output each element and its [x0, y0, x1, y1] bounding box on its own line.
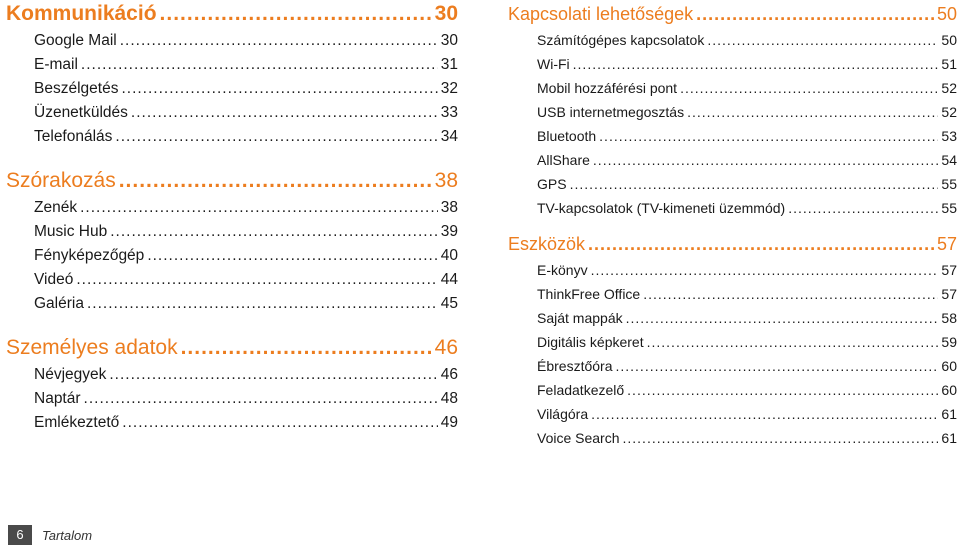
toc-entry-title: Google Mail: [34, 32, 117, 49]
dot-leader: [696, 0, 934, 28]
toc-section-heading[interactable]: [6, 0, 458, 29]
toc-entry-title: Voice Search: [537, 430, 620, 446]
dot-leader: [588, 230, 934, 258]
toc-entry[interactable]: [6, 363, 458, 387]
toc-entry[interactable]: [6, 29, 458, 53]
dot-leader: [788, 196, 938, 220]
toc-entry[interactable]: [537, 402, 957, 426]
toc-entry-page: 55: [941, 200, 957, 216]
toc-entry-page: 54: [941, 152, 957, 168]
toc-entry[interactable]: [537, 148, 957, 172]
toc-entry-title: E-mail: [34, 56, 78, 73]
toc-entry-title: Ébresztőóra: [537, 358, 613, 374]
toc-entry-page: 46: [440, 366, 458, 383]
toc-entry[interactable]: [537, 258, 957, 282]
toc-entry-page: 38: [440, 199, 458, 216]
toc-entry-page: 52: [941, 104, 957, 120]
toc-entry-page: 31: [440, 56, 458, 73]
toc-entry[interactable]: [537, 28, 957, 52]
toc-entry-title: Digitális képkeret: [537, 334, 644, 350]
dot-leader: [687, 100, 938, 124]
toc-entry-title: USB internetmegosztás: [537, 104, 685, 120]
dot-leader: [599, 124, 938, 148]
toc-entry[interactable]: [6, 125, 458, 149]
toc-entry[interactable]: [6, 244, 458, 268]
toc-section-heading-title: Kommunikáció: [6, 2, 157, 25]
dot-leader: [84, 387, 438, 411]
toc-entry[interactable]: [6, 196, 458, 220]
toc-entry-page: 49: [440, 414, 458, 431]
toc-entry-page: 58: [941, 310, 957, 326]
toc-entry-page: 50: [941, 32, 957, 48]
toc-entry-title: Naptár: [34, 390, 81, 407]
toc-entry[interactable]: [6, 292, 458, 316]
toc-entry[interactable]: [537, 124, 957, 148]
dot-leader: [81, 53, 438, 77]
toc-entry[interactable]: [6, 268, 458, 292]
toc-entry-title: AllShare: [537, 152, 590, 168]
toc-entry-title: Feladatkezelő: [537, 382, 625, 398]
toc-entry[interactable]: [6, 387, 458, 411]
toc-section-heading[interactable]: [6, 165, 458, 196]
toc-section-heading[interactable]: [6, 332, 458, 363]
toc-entry-title: ThinkFree Office: [537, 286, 641, 302]
dot-leader: [119, 165, 432, 196]
dot-leader: [120, 29, 438, 53]
dot-leader: [87, 292, 438, 316]
dot-leader: [147, 244, 437, 268]
dot-leader: [110, 220, 438, 244]
toc-entry[interactable]: [537, 100, 957, 124]
toc-section-heading-title: Kapcsolati lehetőségek: [508, 4, 694, 24]
dot-leader: [593, 148, 939, 172]
dot-leader: [131, 101, 438, 125]
dot-leader: [570, 172, 939, 196]
toc-entry-title: Fényképezőgép: [34, 247, 145, 264]
toc-entry-title: Világóra: [537, 406, 589, 422]
toc-entry-title: Beszélgetés: [34, 80, 119, 97]
toc-section-heading-page: 57: [936, 234, 957, 254]
toc-entry[interactable]: [537, 282, 957, 306]
toc-entry[interactable]: [6, 53, 458, 77]
toc-entry-title: Wi-Fi: [537, 56, 570, 72]
dot-leader: [122, 411, 437, 435]
toc-entry[interactable]: [6, 101, 458, 125]
dot-leader: [109, 363, 437, 387]
toc-entry-page: 61: [941, 406, 957, 422]
dot-leader: [80, 196, 438, 220]
toc-entry-title: Névjegyek: [34, 366, 107, 383]
toc-entry[interactable]: [537, 426, 957, 450]
toc-entry-page: 55: [941, 176, 957, 192]
toc-entry-title: Mobil hozzáférési pont: [537, 80, 678, 96]
toc-entry-page: 44: [440, 271, 458, 288]
toc-entry-title: Videó: [34, 271, 74, 288]
toc-entry-title: Zenék: [34, 199, 78, 216]
page-footer: [8, 525, 92, 545]
toc-entry-page: 32: [440, 80, 458, 97]
dot-leader: [627, 378, 938, 402]
toc-entry[interactable]: [537, 354, 957, 378]
toc-entry-title: TV-kapcsolatok (TV-kimeneti üzemmód): [537, 200, 786, 216]
toc-entry-title: Üzenetküldés: [34, 104, 128, 121]
toc-entry-title: Saját mappák: [537, 310, 623, 326]
toc-section-heading-title: Szórakozás: [6, 169, 116, 192]
toc-entry[interactable]: [537, 306, 957, 330]
dot-leader: [573, 52, 939, 76]
toc-entry-title: Music Hub: [34, 223, 108, 240]
toc-section-heading-page: 38: [434, 169, 458, 192]
toc-entry-page: 59: [941, 334, 957, 350]
dot-leader: [626, 306, 939, 330]
dot-leader: [591, 402, 938, 426]
toc-entry[interactable]: [537, 196, 957, 220]
toc-left-column: [6, 0, 458, 435]
toc-entry-title: Telefonálás: [34, 128, 113, 145]
toc-section-heading-page: 30: [434, 2, 458, 25]
dot-leader: [707, 28, 938, 52]
toc-section-heading[interactable]: [508, 0, 957, 28]
toc-entry[interactable]: [537, 378, 957, 402]
toc-entry-title: E-könyv: [537, 262, 588, 278]
toc-entry-page: 57: [941, 262, 957, 278]
toc-entry[interactable]: [6, 411, 458, 435]
toc-entry-page: 34: [440, 128, 458, 145]
page-number-badge: 6: [8, 525, 32, 545]
toc-entry-title: GPS: [537, 176, 567, 192]
toc-section-heading-page: 50: [936, 4, 957, 24]
toc-entry[interactable]: [537, 172, 957, 196]
toc-section-heading-title: Személyes adatok: [6, 336, 178, 359]
dot-leader: [591, 258, 939, 282]
footer-label: Tartalom: [42, 527, 93, 543]
dot-leader: [643, 282, 938, 306]
dot-leader: [623, 426, 939, 450]
dot-leader: [615, 354, 938, 378]
toc-entry-page: 53: [941, 128, 957, 144]
toc-entry-title: Galéria: [34, 295, 84, 312]
dot-leader: [121, 77, 437, 101]
toc-section-heading-page: 46: [434, 336, 458, 359]
toc-entry-page: 30: [440, 32, 458, 49]
toc-section-heading-title: Eszközök: [508, 234, 586, 254]
toc-entry-page: 40: [440, 247, 458, 264]
dot-leader: [160, 0, 432, 29]
dot-leader: [181, 332, 432, 363]
toc-entry-title: Bluetooth: [537, 128, 597, 144]
toc-entry[interactable]: [537, 76, 957, 100]
toc-entry-page: 60: [941, 358, 957, 374]
toc-entry-page: 57: [941, 286, 957, 302]
toc-entry-page: 48: [440, 390, 458, 407]
toc-entry-page: 60: [941, 382, 957, 398]
toc-entry-page: 61: [941, 430, 957, 446]
toc-section-heading[interactable]: [508, 230, 957, 258]
dot-leader: [647, 330, 939, 354]
toc-entry[interactable]: [537, 330, 957, 354]
toc-entry[interactable]: [6, 77, 458, 101]
toc-entry-page: 33: [440, 104, 458, 121]
dot-leader: [680, 76, 938, 100]
toc-right-column: [508, 0, 957, 450]
toc-entry-page: 39: [440, 223, 458, 240]
dot-leader: [115, 125, 437, 149]
dot-leader: [76, 268, 437, 292]
toc-entry[interactable]: [6, 220, 458, 244]
toc-entry-page: 45: [440, 295, 458, 312]
toc-entry-title: Emlékeztető: [34, 414, 120, 431]
toc-entry-page: 52: [941, 80, 957, 96]
toc-entry-page: 51: [941, 56, 957, 72]
toc-entry[interactable]: [537, 52, 957, 76]
toc-entry-title: Számítógépes kapcsolatok: [537, 32, 705, 48]
